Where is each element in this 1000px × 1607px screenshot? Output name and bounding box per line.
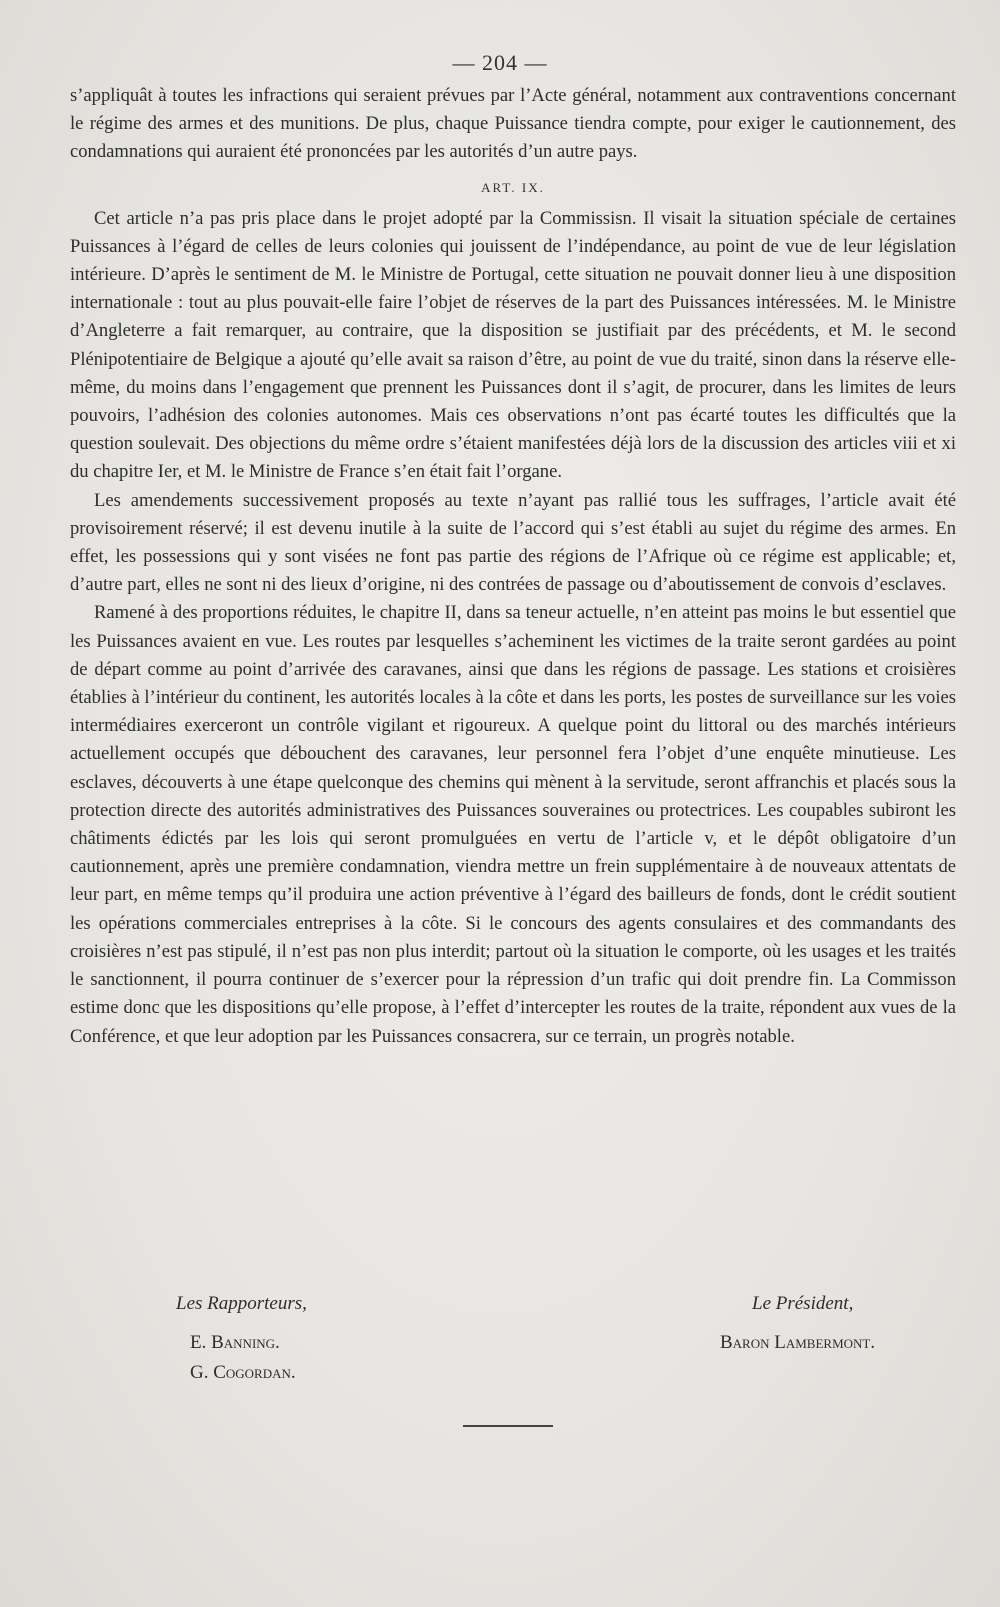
closing-rule: [463, 1425, 553, 1427]
rapporteurs-signature: [176, 1290, 436, 1388]
president-signature: [690, 1290, 950, 1358]
president-name: Baron Lambermont.: [720, 1332, 876, 1353]
rapporteur-name: E. Banning.: [190, 1332, 280, 1353]
rapporteur-name: G. Cogordan.: [190, 1362, 296, 1383]
paragraph-chapter-ii-summary: Ramené à des proportions réduites, le chapitre II, dans sa teneur actuelle, n’en atteint pas moins le but essentiel que les Puissances avaient en vue. Les routes par lesquelles s’acheminent les victimes de la traite seront gardées au point de départ comme au point d’arrivée des caravanes, ainsi que dans les régions de passage. Les stations et croisières établies à l’intérieur du continent, les autorités locales à la côte et dans les ports, les postes de surveillance sur les voies intermédiaires exerceront un contrôle vigilant et rigoureux. A quelque point du littoral ou des marchés intérieurs actuellement occupés que débouchent des caravanes, leur personnel fera l’objet d’une enquête minutieuse. Les esclaves, découverts à une étape quelconque des chemins qui mènent à la servitude, seront affranchis et placés sous la protection directe des autorités administratives des Puissances souveraines ou protectrices. Les coupables subiront les châtiments édictés par les lois qui seront promulguées en vertu de l’article v, et le dépôt obligatoire d’un cautionnement, après une première condamnation, viendra mettre un frein supplémentaire à de nouveaux attentats de leur part, en même temps qu’il produira une action préventive à l’égard des bailleurs de fonds, dont le crédit soutient les opérations commerciales entreprises à la côte. Si le concours des agents consulaires et des commandants des croisières n’est pas stipulé, il n’est pas non plus interdit; partout où la situation le comporte, où les usages et les traités le sanctionnent, il pourra continuer de s’exercer pour la répression d’un trafic qui doit prendre fin. La Commisson estime donc que les dispositions qu’elle propose, à l’effet d’intercepter les routes de la traite, répondent aux vues de la Conférence, et que leur adoption par les Puissances consacrera, sur ce terrain, un progrès notable.: [70, 602, 956, 1047]
paragraph-article-ix: Cet article n’a pas pris place dans le projet adopté par la Commissisn. Il visait la situation spéciale de certaines Puissances à l’égard de celles de leurs colonies qui jouissent de l’indépendance, au point de vue de leur législation intérieure. D’après le sentiment de M. le Ministre de Portugal, cette situation ne pouvait donner lieu à une disposition internationale : tout au plus pouvait-elle faire l’objet de réserves de la part des Puissances intéressées. M. le Ministre d’Angleterre a fait remarquer, au contraire, que la disposition se justifiait par des précédents, et M. le second Plénipotentiaire de Belgique a ajouté qu’elle avait sa raison d’être, au point de vue du traité, sinon dans la réserve elle-même, du moins dans l’engagement que prennent les Puissances dont il s’agit, de procurer, dans les limites de leurs pouvoirs, l’adhésion des colonies autonomes. Mais ces observations n’ont pas écarté toutes les difficultés que la question soulevait. Des objections du même ordre s’étaient manifestées déjà lors de la discussion des articles viii et xi du chapitre Ier, et M. le Ministre de France s’en était fait l’organe.: [70, 207, 956, 483]
body-text: [70, 82, 956, 1051]
paragraph-continuation: s’appliquât à toutes les infractions qui seraient prévues par l’Acte général, notamment aux contraventions concernant le régime des armes et des munitions. De plus, chaque Puissance tiendra compte, pour exiger le cautionnement, des condamnations qui auraient été prononcées par les autorités d’un autre pays.: [70, 85, 956, 163]
signature-block: [0, 1290, 1000, 1390]
rapporteurs-heading: Les Rapporteurs,: [176, 1293, 307, 1314]
president-heading: Le Président,: [752, 1293, 854, 1314]
article-heading: ART. IX.: [481, 179, 545, 195]
paragraph-amendments: Les amendements successivement proposés au texte n’ayant pas rallié tous les suffrages, l’article avait été provisoirement réservé; il est devenu inutile à la suite de l’accord qui s’est établi au sujet du régime des armes. En effet, les possessions qui y sont visées ne font pas partie des régions de l’Afrique où ce régime est applicable; et, d’autre part, elles ne sont ni des lieux d’origine, ni des contrées de passage ou d’aboutissement de convois d’esclaves.: [70, 489, 956, 596]
page-number: — 204 —: [452, 50, 548, 75]
